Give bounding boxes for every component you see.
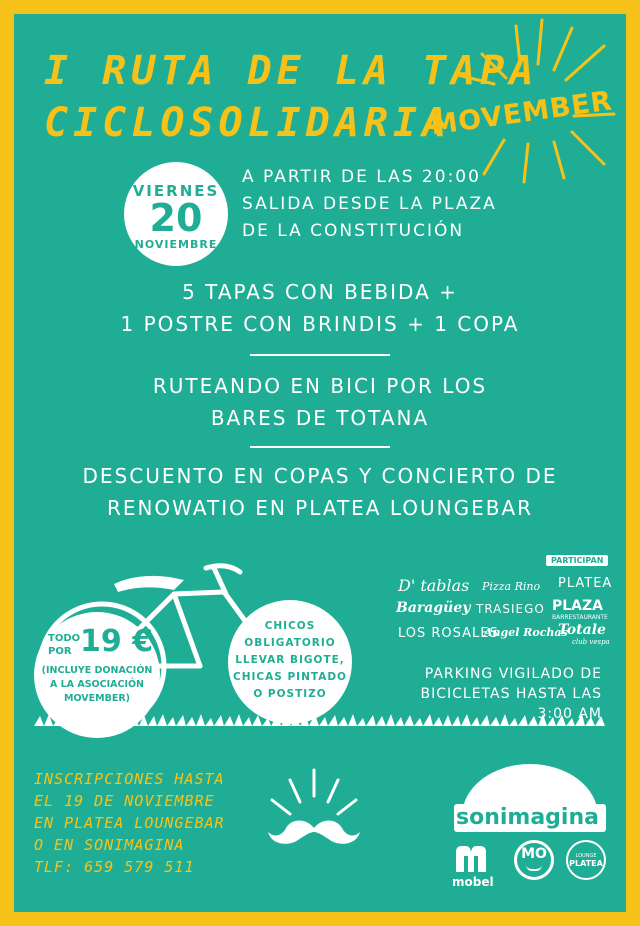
info-line: DE LA CONSTITUCIÓN [242,221,465,241]
sponsor-pizza-rino: Pizza Rino [482,580,541,593]
sponsor-plaza: PLAZA [552,598,604,614]
price-badge [34,612,160,738]
registration-line-3: EN PLATEA LOUNGEBAR [34,814,225,832]
mo-logo [514,840,554,880]
event-info [242,164,497,245]
divider [250,354,390,356]
price-note-1: (INCLUYE DONACIÓN [41,665,153,676]
offer-line-2: 1 POSTRE CON BRINDIS + 1 COPA [120,312,520,336]
date-day-number: 20 [149,196,203,240]
price-prefix-2: POR [48,646,72,657]
sponsor-angel-rochas: Angel Rochas [484,626,568,639]
dress-line-3: LLEVAR BIGOTE, [235,654,345,666]
price-prefix-1: TODO [48,633,81,644]
registration-line-4: O EN SONIMAGINA [34,836,185,854]
registration-info [34,768,225,878]
participants-label: PARTICIPAN [546,555,608,566]
route-line-1: RUTEANDO EN BICI POR LOS [152,374,488,398]
mobel-logo-icon [454,844,488,874]
concert-line-2: RENOWATIO EN PLATEA LOUNGEBAR [106,496,534,520]
dress-line-4: CHICAS PINTADO [233,671,347,683]
dress-line-5: O POSTIZO [253,688,327,700]
route-line-2: BARES DE TOTANA [210,406,430,430]
price-note-3: MOVEMBER) [64,693,130,704]
sponsor-baraguey: Baragüey [396,600,471,616]
offer-line-1: 5 TAPAS CON BEBIDA + [182,280,458,304]
registration-line-1: INSCRIPCIONES HASTA [34,770,225,788]
mustache-icon [266,766,362,866]
sponsor-platea: PLATEA [558,576,613,591]
mo-logo-text: MO [521,846,547,862]
registration-line-2: EL 19 DE NOVIEMBRE [34,792,215,810]
title-line-2: CICLOSOLIDARIA [44,100,452,146]
sponsor-plaza-sub: BARRESTAURANTE [552,614,608,621]
platea-logo-top: LOUNGE [575,853,597,859]
sonimagina-logo: sonimagina [456,805,599,830]
divider [250,446,390,448]
sponsor-dtablas: D' tablas [398,576,470,595]
concert-line-1: DESCUENTO EN COPAS Y CONCIERTO DE [82,464,558,488]
route-block [14,370,626,434]
mobel-logo: mobel [452,875,494,889]
platea-logo [566,840,606,880]
poster [14,14,626,912]
info-line: A PARTIR DE LAS 20:00 [242,167,481,187]
dress-line-2: OBLIGATORIO [244,637,336,649]
price-note-2: A LA ASOCIACIÓN [49,679,145,690]
dress-code-badge [228,600,352,724]
smile-icon [526,865,542,871]
sponsor-totale-sub: club vespa [572,638,610,646]
offer-block [14,276,626,340]
date-day-name: VIERNES [132,182,220,200]
date-month: NOVIEMBRE [134,238,218,251]
sponsor-trasiego: TRASIEGO [476,602,545,616]
platea-logo-text: PLATEA [569,859,603,868]
sponsor-los-rosales: LOS ROSALES [398,626,499,641]
registration-line-5: TLF: 659 579 511 [34,858,195,876]
sponsor-totale: Totale [558,622,606,638]
parking-line-1: PARKING VIGILADO DE [424,666,602,682]
movember-label: MOVEMBER [428,85,615,142]
parking-info [382,664,602,724]
date-badge [124,162,228,266]
parking-line-2: BICICLETAS HASTA LAS 3:00 AM [420,686,602,722]
price-amount: 19 € [80,624,154,659]
title-line-1: I RUTA DE LA TAPA [44,48,539,94]
dress-line-1: CHICOS [264,620,316,632]
info-line: SALIDA DESDE LA PLAZA [242,194,497,214]
concert-block [14,460,626,524]
